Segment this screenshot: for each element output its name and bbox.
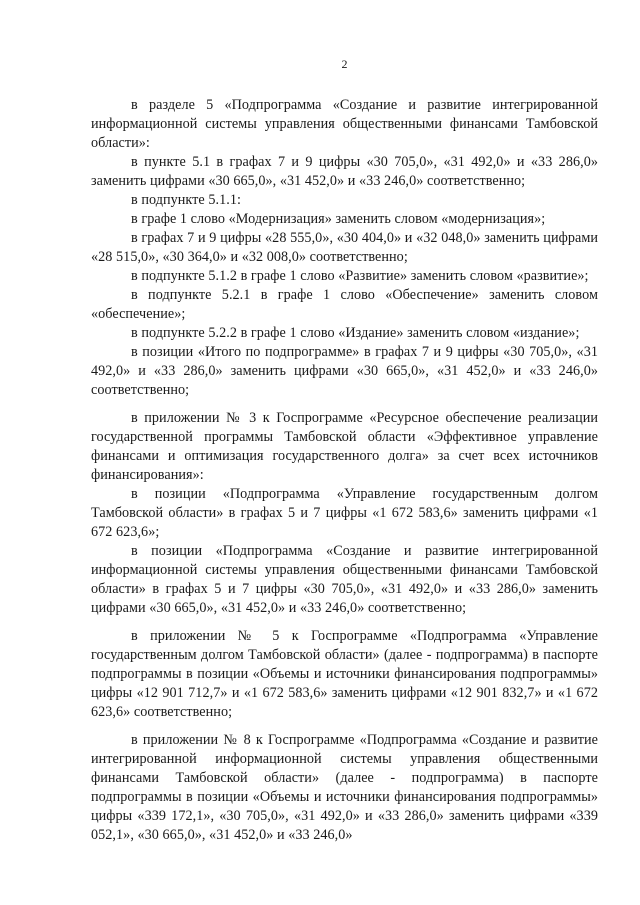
paragraph-appendix-5: в приложении № 5 к Госпрограмме «Подпрограмма «Управление государственным долгом Тамбовской области» (далее - подпрограмма) в паспорте подпрограммы в позиции «Объемы и источники финансирования подпрограммы» цифры «12 901 712,7» и «1 672 583,6» заменить цифрами «12 901 832,7» и «1 672 623,6» соответственно; xyxy=(91,628,598,720)
paragraph-item-5-1: в пункте 5.1 в графах 7 и 9 цифры «30 705,0», «31 492,0» и «33 286,0» заменить цифрами «30 665,0», «31 452,0» и «33 246,0» соответственно; xyxy=(91,154,598,189)
document-body xyxy=(91,96,598,845)
paragraph-column-1-modernization: в графе 1 слово «Модернизация» заменить словом «модернизация»; xyxy=(131,211,546,227)
paragraph-columns-7-9: в графах 7 и 9 цифры «28 555,0», «30 404,0» и «32 048,0» заменить цифрами «28 515,0», «30 364,0» и «32 008,0» соответственно; xyxy=(91,230,598,265)
paragraph-info-system-subprogram: в позиции «Подпрограмма «Создание и развитие интегрированной информационной системы управления общественными финансами Тамбовской области» в графах 5 и 7 цифры «30 705,0», «31 492,0» и «33 286,0» заменить цифрами «30 665,0», «31 452,0» и «33 246,0» соответственно; xyxy=(91,543,598,616)
paragraph-debt-subprogram: в позиции «Подпрограмма «Управление государственным долгом Тамбовской области» в графах 5 и 7 цифры «1 672 583,6» заменить цифрами «1 672 623,6»; xyxy=(91,486,598,540)
paragraph-section-5: в разделе 5 «Подпрограмма «Создание и развитие интегрированной информационной системы управления общественными финансами Тамбовской области»: xyxy=(91,97,598,151)
paragraph-subitem-5-2-2: в подпункте 5.2.2 в графе 1 слово «Издание» заменить словом «издание»; xyxy=(131,325,580,341)
paragraph-appendix-8: в приложении № 8 к Госпрограмме «Подпрограмма «Создание и развитие интегрированной информационной системы управления общественными финансами Тамбовской области» (далее - подпрограмма) в паспорте подпрограммы в позиции «Объемы и источники финансирования подпрограммы» цифры «339 172,1», «30 705,0», «31 492,0» и «33 286,0» заменить цифрами «339 052,1», «30 665,0», «31 452,0» и «33 246,0» xyxy=(91,732,598,843)
paragraph-total-subprogram: в позиции «Итого по подпрограмме» в графах 7 и 9 цифры «30 705,0», «31 492,0» и «33 286,0» заменить цифрами «30 665,0», «31 452,0» и «33 246,0» соответственно; xyxy=(91,344,598,398)
paragraph-subitem-5-1-2: в подпункте 5.1.2 в графе 1 слово «Развитие» заменить словом «развитие»; xyxy=(131,268,589,284)
paragraph-subitem-5-1-1: в подпункте 5.1.1: xyxy=(131,192,241,208)
paragraph-appendix-3: в приложении № 3 к Госпрограмме «Ресурсное обеспечение реализации государственной программы Тамбовской области «Эффективное управление финансами и оптимизация государственного долга» за счет всех источников финансирования»: xyxy=(91,410,598,483)
page-number: 2 xyxy=(341,57,348,71)
paragraph-subitem-5-2-1: в подпункте 5.2.1 в графе 1 слово «Обеспечение» заменить словом «обеспечение»; xyxy=(91,287,598,322)
